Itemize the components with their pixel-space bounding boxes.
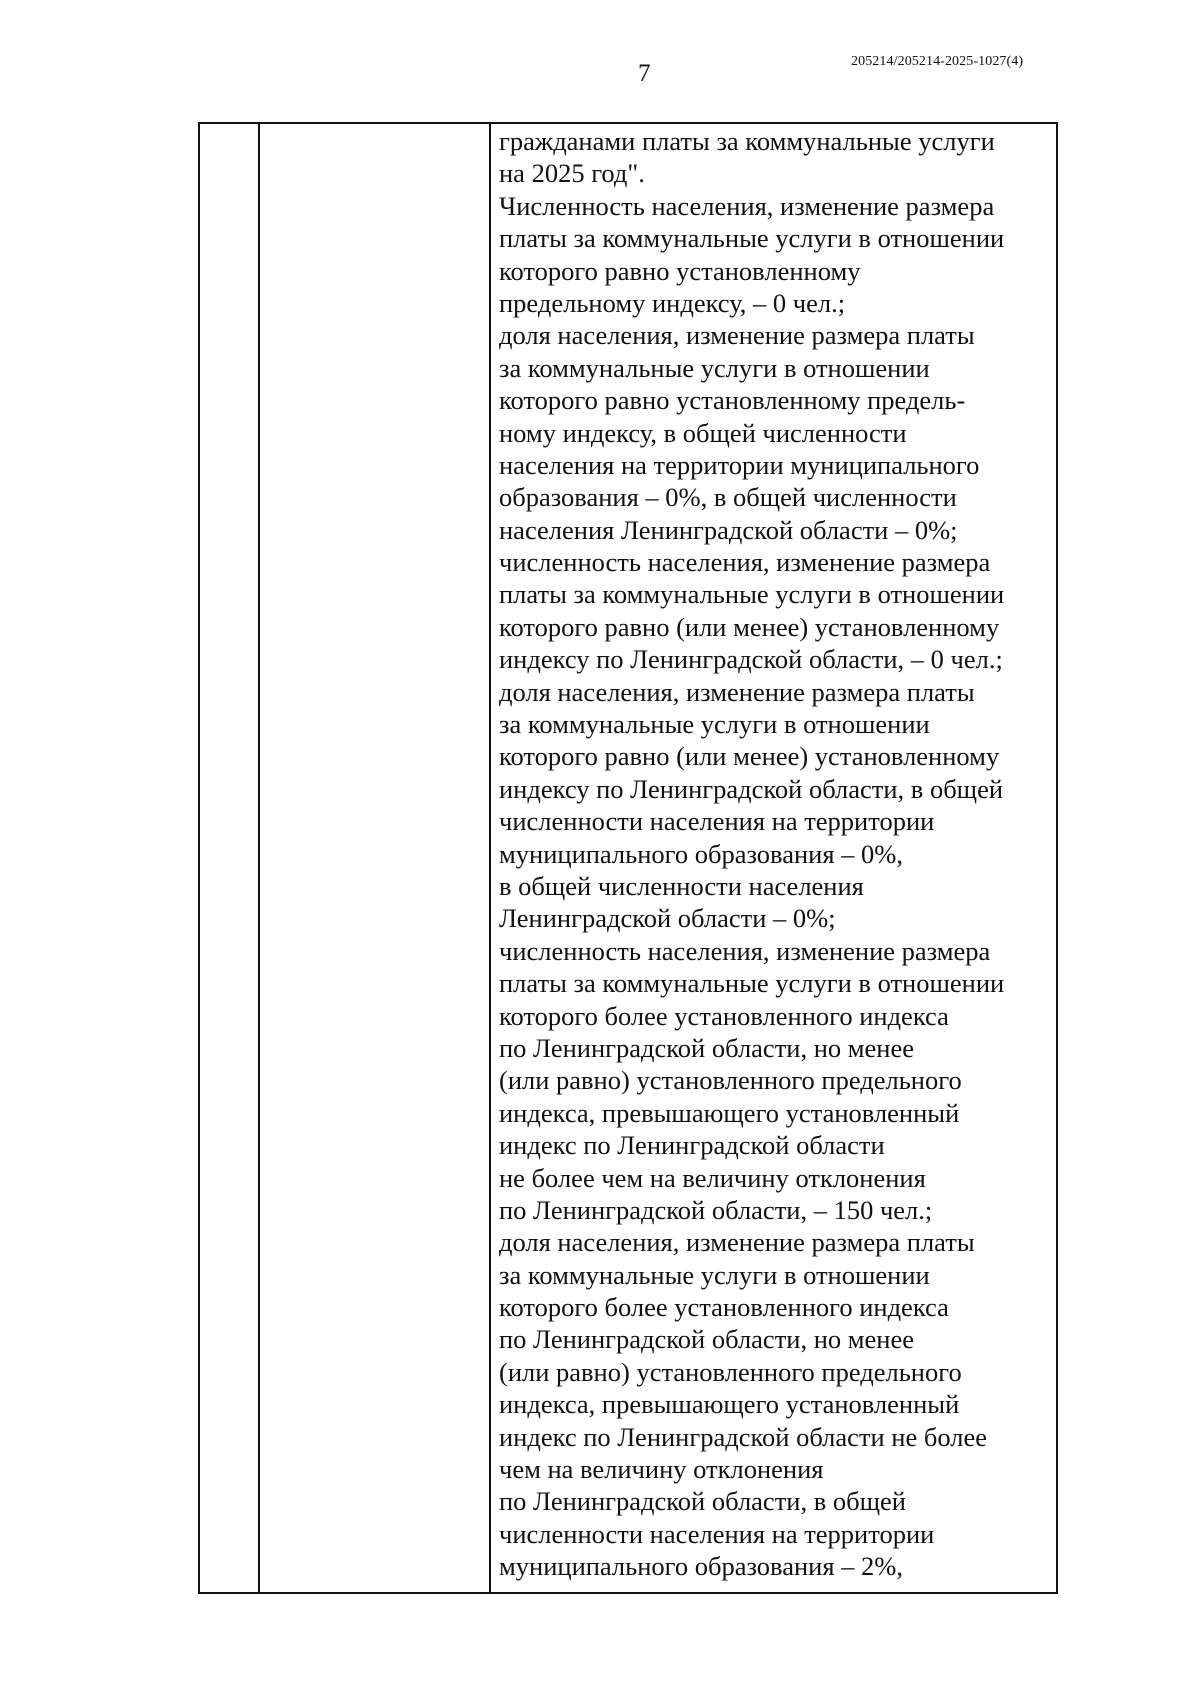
text-line: на 2025 год". [499,158,645,189]
text-line: которого равно (или менее) установленному [499,611,1000,642]
text-line: в общей численности населения [499,870,864,901]
text-line: индекс по Ленинградской области [499,1130,885,1161]
text-line: индекса, превышающего установленный [499,1097,960,1128]
table-cell-text [499,125,1055,1583]
text-line: индексу по Ленинградской области, в общей [499,773,1004,804]
text-line: численности населения на территории [499,806,935,837]
text-line: предельному индексу, – 0 чел.; [499,287,846,318]
text-line: муниципального образования – 2%, [499,1551,903,1582]
text-line: которого равно установленному предель- [499,385,966,416]
column-divider [489,124,491,1592]
text-line: не более чем на величину отклонения [499,1162,926,1193]
text-line: чем на величину отклонения [499,1454,824,1485]
text-line: образования – 0%, в общей численности [499,482,957,513]
text-line: Численность населения, изменение размера [499,190,995,221]
text-line: численности населения на территории [499,1518,935,1549]
text-line: по Ленинградской области, но менее [499,1032,914,1063]
page-number: 7 [638,60,651,87]
text-line: индексу по Ленинградской области, – 0 чел.; [499,644,1003,675]
text-line: населения на территории муниципального [499,449,980,480]
text-line: (или равно) установленного предельного [499,1356,962,1387]
text-line: муниципального образования – 0%, [499,838,903,869]
text-line: платы за коммунальные услуги в отношении [499,579,1005,610]
text-line: ному индексу, в общей численности [499,417,907,448]
text-line: по Ленинградской области, – 150 чел.; [499,1194,933,1225]
text-line: платы за коммунальные услуги в отношении [499,223,1005,254]
text-line: индекса, превышающего установленный [499,1389,960,1420]
text-line: численность населения, изменение размера [499,935,991,966]
text-line: по Ленинградской области, но менее [499,1324,914,1355]
text-line: населения Ленинградской области – 0%; [499,514,958,545]
document-table [198,122,1058,1594]
text-line: Ленинградской области – 0%; [499,903,836,934]
text-line: доля населения, изменение размера платы [499,1227,975,1258]
document-id: 205214/205214-2025-1027(4) [851,54,1024,69]
text-line: индекс по Ленинградской области не более [499,1421,987,1452]
text-line: за коммунальные услуги в отношении [499,352,930,383]
text-line: (или равно) установленного предельного [499,1065,962,1096]
text-line: за коммунальные услуги в отношении [499,1259,930,1290]
text-line: за коммунальные услуги в отношении [499,709,930,740]
text-line: численность населения, изменение размера [499,547,991,578]
text-line: платы за коммунальные услуги в отношении [499,968,1005,999]
text-line: гражданами платы за коммунальные услуги [499,126,995,156]
text-line: по Ленинградской области, в общей [499,1486,906,1517]
text-line: которого более установленного индекса [499,1292,949,1323]
text-line: которого равно установленному [499,255,861,286]
text-line: доля населения, изменение размера платы [499,676,975,707]
text-line: доля населения, изменение размера платы [499,320,975,351]
column-divider [258,124,260,1592]
text-line: которого равно (или менее) установленному [499,741,1000,772]
text-line: которого более установленного индекса [499,1000,949,1031]
